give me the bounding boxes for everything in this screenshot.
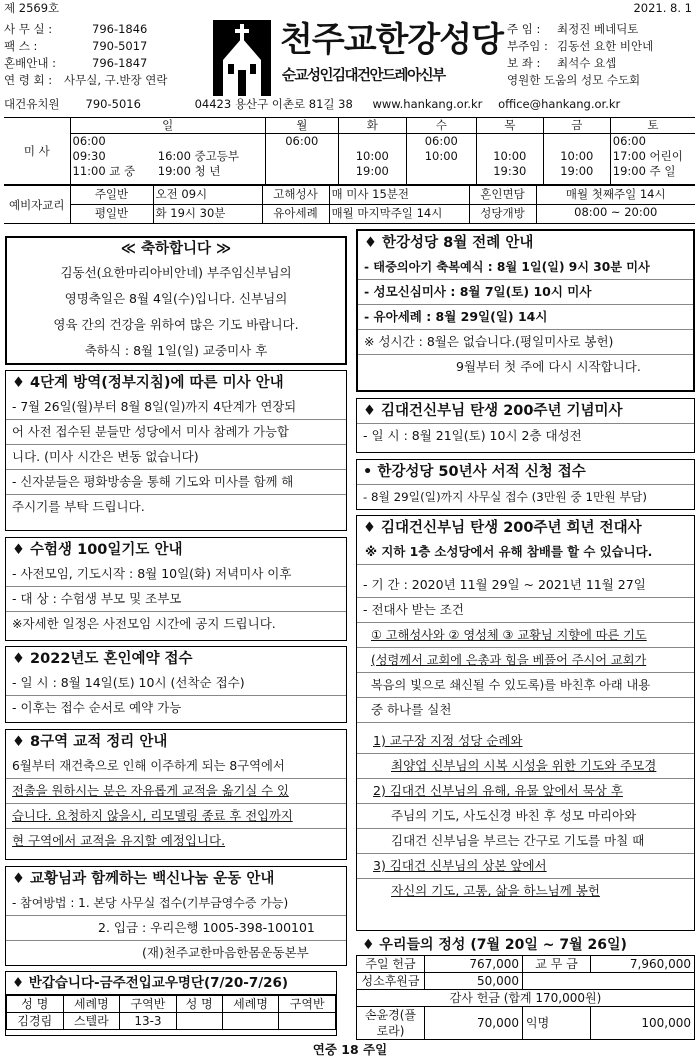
- vaccine-title: ♦ 교황님과 함께하는 백신나눔 운동 안내: [12, 871, 275, 887]
- offering-cell: 70,000: [425, 1007, 523, 1040]
- congrats-box: [5, 236, 347, 365]
- congrats-line: 축하식 : 8월 1일(일) 교중미사 후: [84, 343, 268, 358]
- zone8-line: 6월부터 재건축으로 인해 이주하게 되는 8구역에서: [6, 754, 346, 779]
- jubilee-line: 김대건 신부님을 부르는 간구로 기도를 마칠 때: [357, 829, 694, 854]
- jubilee-line: 2) 김대건 신부님의 유해, 유물 앞에서 묵상 후: [357, 779, 694, 804]
- vaccine-notice: [5, 866, 347, 966]
- book-order-box: [356, 459, 695, 510]
- welcome-cell: [222, 1013, 279, 1030]
- jubilee-line: 3) 김대건 신부님의 상본 앞에서: [357, 854, 694, 879]
- august-line: ※ 성시간 : 8월은 없습니다.(평일미사로 봉헌): [358, 330, 693, 355]
- staff-assistant: 부주임 : 김동선 요한 비안네: [507, 39, 654, 53]
- prep-cell: 혼인면담: [469, 186, 536, 205]
- prep-cell: 오전 09시: [153, 186, 262, 205]
- august-liturgy-box: [356, 229, 695, 392]
- welcome-cell: [279, 1013, 336, 1030]
- welcome-cell: 13-3: [120, 1013, 177, 1030]
- jubilee-title: ♦ 김대건신부님 탄생 200주년 희년 전대사: [363, 520, 642, 536]
- welcome-header: 성 명: [7, 996, 64, 1013]
- prep-class-table: [4, 185, 695, 224]
- contact-office: 사 무 실 : 796-1846: [4, 22, 148, 36]
- jubilee-line: 자신의 기도, 고통, 삶을 하느님께 봉헌: [391, 883, 600, 898]
- wedding-title: ♦ 2022년도 혼인예약 접수: [12, 651, 193, 667]
- welcome-header: 구역반: [120, 996, 177, 1013]
- level4-line: 주시기를 부탁 드립니다.: [12, 499, 145, 514]
- welcome-cell: 스텔라: [63, 1013, 120, 1030]
- prep-cell: 평일반: [70, 205, 153, 224]
- exam-line: - 대 상 : 수험생 부모 및 조부모: [6, 587, 346, 612]
- prep-cell: 매월 첫째주일 14시: [536, 186, 695, 205]
- zone8-notice: [5, 729, 347, 860]
- day-mon: 월: [265, 118, 338, 134]
- jubilee-line: - 전대사 받는 조건: [357, 598, 694, 623]
- jubilee-line: 주님의 기도, 사도신경 바친 후 성모 마리아와: [357, 804, 694, 829]
- zone8-line: 습니다. 요청하지 않을시, 리모델링 종료 후 전입까지: [6, 804, 346, 829]
- staff-pastor: 주 임 : 최정진 베네딕토: [507, 22, 639, 36]
- offering-table: [356, 955, 695, 1040]
- day-wed: 수: [406, 118, 476, 134]
- offering-cell: 익명: [523, 1007, 591, 1040]
- staff-order: 영원한 도움의 성모 수도회: [507, 73, 641, 87]
- day-thu: 목: [476, 118, 543, 134]
- day-sun: 일: [70, 118, 265, 134]
- times-sun-2: 16:00 중고등부 19:00 청 년: [156, 134, 266, 185]
- book-title: • 한강성당 50년사 서적 신청 접수: [363, 464, 586, 480]
- jubilee-line: ① 고해성사와 ② 영성체 ③ 교황님 지향에 따른 기도: [357, 623, 694, 648]
- day-tue: 화: [338, 118, 406, 134]
- exam-line: ※자세한 일정은 사전모임 시간에 공지 드립니다.: [12, 616, 276, 631]
- church-logo-icon: [213, 20, 271, 96]
- welcome-header: 구역반: [279, 996, 336, 1013]
- offering-cell: 767,000: [425, 956, 523, 973]
- times-thu: 10:00 19:30: [476, 134, 543, 185]
- level4-title: ♦ 4단계 방역(정부지침)에 따른 미사 안내: [12, 375, 284, 391]
- prep-cell: 유아세례: [262, 205, 329, 224]
- wedding-notice: [5, 646, 347, 723]
- august-line: - 유아세례 : 8월 29일(일) 14시: [358, 305, 693, 330]
- welcome-cell: 김경림: [7, 1013, 64, 1030]
- book-line: - 8월 29일(일)까지 사무실 접수 (3만원 중 1만원 부담): [357, 484, 694, 509]
- august-line: - 성모신심미사 : 8월 7일(토) 10시 미사: [358, 280, 693, 305]
- memorial-mass-box: [356, 398, 695, 453]
- contact-fax: 팩 스 : 790-5017: [4, 39, 148, 53]
- prep-label: 예비자교리: [4, 186, 70, 224]
- prep-cell: 08:00 ~ 20:00: [536, 205, 695, 224]
- welcome-box: [5, 971, 337, 1036]
- offering-cell: 50,000: [425, 973, 523, 990]
- church-patron: 순교성인김대건안드레아신부: [282, 68, 445, 84]
- times-sun-1: 06:00 09:30 11:00 교 중: [70, 134, 156, 185]
- level4-notice: [5, 370, 347, 531]
- congrats-title: ≪ 축하합니다 ≫: [120, 241, 232, 257]
- level4-line: 니다. (미사 시간은 변동 없습니다): [6, 445, 346, 470]
- memorial-line: - 일 시 : 8월 21일(토) 10시 2층 대성전: [357, 423, 694, 448]
- exam-line: - 사전모임, 기도시작 : 8월 10일(화) 저녁미사 이후: [6, 562, 346, 587]
- jubilee-line: 복음의 빛으로 쇄신될 수 있도록)를 바친후 아래 내용: [357, 673, 694, 698]
- welcome-header: 세례명: [63, 996, 120, 1013]
- contact-funeral: 연 령 회 : 사무실, 구.반장 연락: [4, 73, 168, 87]
- level4-line: - 신자분들은 평화방송을 통해 기도와 미사를 함께 해: [6, 470, 346, 495]
- offering-cell: 7,960,000: [591, 956, 695, 973]
- times-sat: 06:00 17:00 어린이 19:00 주 일: [610, 134, 695, 185]
- address-bar: 대건유치원 790-5016 04423 용산구 이촌로 81길 38 www.hankang.or.kr office@hankang.or.kr: [4, 97, 621, 111]
- footer-sunday: 연중 18 주일: [312, 1042, 388, 1057]
- wedding-line: - 일 시 : 8월 14일(토) 10시 (선착순 접수): [6, 671, 346, 696]
- zone8-line: 현 구역에서 교적을 유지할 예정입니다.: [12, 833, 226, 848]
- day-sat: 토: [610, 118, 695, 134]
- church-name: 천주교한강성당: [280, 20, 503, 60]
- times-fri: 10:00 19:00: [543, 134, 610, 185]
- congrats-line: 김동선(요한마리아비안네) 부주임신부님의: [60, 265, 292, 280]
- zone8-line: 전출을 원하시는 분은 자유롭게 교적을 옮기실 수 있: [6, 779, 346, 804]
- prep-cell: 화 19시 30분: [153, 205, 262, 224]
- mass-schedule-table: [4, 117, 695, 185]
- jubilee-line: (성령께서 교회에 은총과 힘을 베풀어 주시어 교회가: [357, 648, 694, 673]
- welcome-header: 세례명: [222, 996, 279, 1013]
- offering-cell: [523, 973, 695, 990]
- jubilee-note: ※ 지하 1층 소성당에서 유해 참배를 할 수 있습니다.: [357, 540, 694, 565]
- zone8-title: ♦ 8구역 교적 정리 안내: [12, 734, 168, 750]
- prep-cell: 매 미사 15분전: [329, 186, 469, 205]
- vaccine-line: 2. 입금 : 우리은행 1005-398-100101: [6, 916, 346, 941]
- contact-list: [4, 21, 168, 89]
- email-link[interactable]: office@hankang.or.kr: [498, 97, 621, 111]
- wedding-line: - 이후는 접수 순서로 예약 가능: [12, 700, 182, 715]
- prep-cell: 매월 마지막주일 14시: [329, 205, 469, 224]
- august-line: - 태중의아기 축복예식 : 8월 1일(일) 9시 30분 미사: [358, 255, 693, 280]
- jubilee-line: 1) 교구장 지정 성당 순례와: [357, 729, 694, 754]
- jubilee-line: 중 하나를 실천: [357, 698, 694, 723]
- contact-wedding: 혼배안내 : 796-1847: [4, 56, 148, 70]
- welcome-header: 성 명: [176, 996, 222, 1013]
- day-fri: 금: [543, 118, 610, 134]
- offering-cell: 감사 헌금 (합계 170,000원): [357, 990, 695, 1007]
- level4-line: 어 사전 접수된 분들만 성당에서 미사 참례가 가능합: [6, 420, 346, 445]
- offering-cell: 100,000: [591, 1007, 695, 1040]
- times-wed: 06:00 10:00: [406, 134, 476, 185]
- offering-box: [356, 935, 695, 1040]
- offering-cell: 성소후원금: [357, 973, 425, 990]
- august-title: ♦ 한강성당 8월 전례 안내: [364, 235, 534, 251]
- exam-title: ♦ 수험생 100일기도 안내: [12, 542, 183, 558]
- issue-number: 제 2569호: [4, 1, 60, 15]
- issue-date: 2021. 8. 1: [633, 1, 692, 15]
- staff-list: [507, 21, 653, 89]
- level4-line: - 7월 26일(월)부터 8월 8일(일)까지 4단계가 연장되: [6, 395, 346, 420]
- prep-cell: 성당개방: [469, 205, 536, 224]
- congrats-line: 영명축일은 8월 4일(수)입니다. 신부님의: [64, 291, 288, 306]
- times-tue: 10:00 19:00: [338, 134, 406, 185]
- staff-associate: 보 좌 : 최석수 요셉: [507, 56, 617, 70]
- prep-cell: 고해성사: [262, 186, 329, 205]
- vaccine-line: (재)천주교한마음한몸운동본부: [142, 945, 309, 960]
- memorial-title: ♦ 김대건신부님 탄생 200주년 기념미사: [363, 403, 623, 419]
- jubilee-line: - 기 간 : 2020년 11월 29일 ~ 2021년 11월 27일: [357, 573, 694, 598]
- offering-title: ♦ 우리들의 정성 (7월 20일 ~ 7월 26일): [362, 937, 627, 953]
- mass-label: 미 사: [4, 118, 70, 185]
- offering-cell: 주일 헌금: [357, 956, 425, 973]
- jubilee-line: 최양업 신부님의 시복 시성을 위한 기도와 주모경: [357, 754, 694, 779]
- prep-cell: 주일반: [70, 186, 153, 205]
- website-link[interactable]: www.hankang.or.kr: [372, 97, 483, 111]
- vaccine-line: - 참여방법 : 1. 본당 사무실 접수(기부금영수증 가능): [6, 891, 346, 916]
- welcome-title: ♦ 반갑습니다-금주전입교우명단(7/20-7/26): [6, 972, 336, 995]
- august-line: 9월부터 첫 주에 다시 시작합니다.: [456, 359, 641, 374]
- welcome-table: [6, 995, 336, 1030]
- exam-prayer-notice: [5, 537, 347, 641]
- times-mon: 06:00: [265, 134, 338, 185]
- congrats-line: 영육 간의 건강을 위하여 많은 기도 바랍니다.: [53, 317, 299, 332]
- jubilee-box: [356, 515, 695, 931]
- offering-cell: 손윤경(플로라): [357, 1007, 425, 1040]
- offering-cell: 교 무 금: [523, 956, 591, 973]
- welcome-cell: [176, 1013, 222, 1030]
